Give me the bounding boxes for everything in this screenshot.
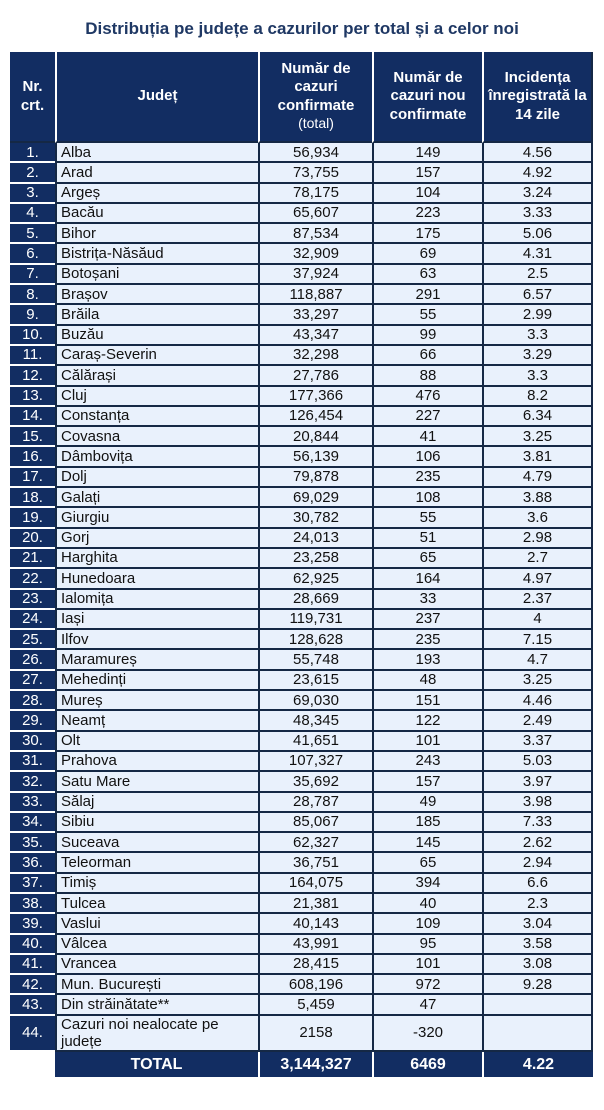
county-name-cell: Covasna: [55, 427, 258, 447]
new-cases-cell: 33: [372, 590, 482, 610]
row-number-cell: 2.: [10, 163, 55, 183]
col-header-confirmed-sub: (total): [298, 114, 334, 131]
col-header-confirmed-main: Număr de cazuri confirmate: [277, 59, 355, 114]
confirmed-total-cell: 28,415: [258, 955, 372, 975]
table-row: [10, 163, 593, 183]
incidence-cell: 4: [482, 610, 593, 630]
row-number-cell: 26.: [10, 650, 55, 670]
row-number-cell: 41.: [10, 955, 55, 975]
county-name-cell: Caraș-Severin: [55, 346, 258, 366]
row-number-cell: 14.: [10, 407, 55, 427]
row-number-cell: 34.: [10, 813, 55, 833]
county-name-cell: Constanța: [55, 407, 258, 427]
new-cases-cell: 109: [372, 914, 482, 934]
table-row: [10, 955, 593, 975]
new-cases-cell: 48: [372, 671, 482, 691]
new-cases-cell: 394: [372, 874, 482, 894]
table-row: [10, 569, 593, 589]
new-cases-cell: 95: [372, 935, 482, 955]
total-confirmed-value: 3,144,327: [258, 1052, 372, 1077]
county-name-cell: Vâlcea: [55, 935, 258, 955]
county-name-cell: Buzău: [55, 326, 258, 346]
table-row: [10, 590, 593, 610]
row-number-cell: 5.: [10, 224, 55, 244]
incidence-cell: 2.7: [482, 549, 593, 569]
confirmed-total-cell: 87,534: [258, 224, 372, 244]
incidence-cell: 3.88: [482, 488, 593, 508]
confirmed-total-cell: 69,029: [258, 488, 372, 508]
table-row: [10, 305, 593, 325]
table-row: [10, 711, 593, 731]
row-number-cell: 33.: [10, 793, 55, 813]
cases-table: [10, 52, 593, 1077]
row-number-cell: 17.: [10, 468, 55, 488]
new-cases-cell: 237: [372, 610, 482, 630]
new-cases-cell: 291: [372, 285, 482, 305]
table-row: [10, 508, 593, 528]
incidence-cell: 3.24: [482, 184, 593, 204]
table-row: [10, 975, 593, 995]
confirmed-total-cell: 56,139: [258, 447, 372, 467]
row-number-cell: 40.: [10, 935, 55, 955]
confirmed-total-cell: 73,755: [258, 163, 372, 183]
row-number-cell: 4.: [10, 204, 55, 224]
confirmed-total-cell: 28,787: [258, 793, 372, 813]
confirmed-total-cell: 128,628: [258, 630, 372, 650]
incidence-cell: 3.6: [482, 508, 593, 528]
new-cases-cell: 65: [372, 549, 482, 569]
incidence-cell: 9.28: [482, 975, 593, 995]
total-label: TOTAL: [55, 1052, 258, 1077]
row-number-cell: 21.: [10, 549, 55, 569]
incidence-cell: 3.3: [482, 326, 593, 346]
incidence-cell: 3.08: [482, 955, 593, 975]
table-row: [10, 874, 593, 894]
total-row-empty-cell: [10, 1052, 55, 1077]
table-row: [10, 204, 593, 224]
new-cases-cell: 108: [372, 488, 482, 508]
incidence-cell: 4.92: [482, 163, 593, 183]
new-cases-cell: 223: [372, 204, 482, 224]
table-row: [10, 143, 593, 163]
new-cases-cell: 164: [372, 569, 482, 589]
county-name-cell: Mureș: [55, 691, 258, 711]
incidence-cell: 2.98: [482, 529, 593, 549]
confirmed-total-cell: 36,751: [258, 853, 372, 873]
county-name-cell: Suceava: [55, 833, 258, 853]
confirmed-total-cell: 35,692: [258, 772, 372, 792]
row-number-cell: 39.: [10, 914, 55, 934]
county-name-cell: Bacău: [55, 204, 258, 224]
row-number-cell: 28.: [10, 691, 55, 711]
incidence-cell: 6.34: [482, 407, 593, 427]
incidence-cell: 3.25: [482, 671, 593, 691]
county-name-cell: Mehedinți: [55, 671, 258, 691]
confirmed-total-cell: 608,196: [258, 975, 372, 995]
table-body: [10, 143, 593, 1052]
row-number-cell: 32.: [10, 772, 55, 792]
new-cases-cell: 88: [372, 366, 482, 386]
header-row: [10, 52, 593, 143]
row-number-cell: 10.: [10, 326, 55, 346]
table-row: [10, 1016, 593, 1053]
incidence-cell: 5.03: [482, 752, 593, 772]
row-number-cell: 36.: [10, 853, 55, 873]
confirmed-total-cell: 119,731: [258, 610, 372, 630]
new-cases-cell: 101: [372, 732, 482, 752]
county-name-cell: Hunedoara: [55, 569, 258, 589]
confirmed-total-cell: 41,651: [258, 732, 372, 752]
county-name-cell: Mun. București: [55, 975, 258, 995]
table-row: [10, 549, 593, 569]
table-row: [10, 671, 593, 691]
confirmed-total-cell: 30,782: [258, 508, 372, 528]
confirmed-total-cell: 33,297: [258, 305, 372, 325]
incidence-cell: 3.3: [482, 366, 593, 386]
row-number-cell: 6.: [10, 244, 55, 264]
new-cases-cell: 157: [372, 163, 482, 183]
table-row: [10, 935, 593, 955]
row-number-cell: 1.: [10, 143, 55, 163]
new-cases-cell: 49: [372, 793, 482, 813]
confirmed-total-cell: 43,991: [258, 935, 372, 955]
county-name-cell: Sibiu: [55, 813, 258, 833]
incidence-cell: 3.29: [482, 346, 593, 366]
row-number-cell: 22.: [10, 569, 55, 589]
confirmed-total-cell: 27,786: [258, 366, 372, 386]
new-cases-cell: 235: [372, 468, 482, 488]
table-row: [10, 184, 593, 204]
incidence-cell: 4.31: [482, 244, 593, 264]
table-row: [10, 894, 593, 914]
total-new-cases-value: 6469: [372, 1052, 482, 1077]
incidence-cell: 4.46: [482, 691, 593, 711]
incidence-cell: 2.5: [482, 265, 593, 285]
row-number-cell: 18.: [10, 488, 55, 508]
new-cases-cell: 149: [372, 143, 482, 163]
row-number-cell: 19.: [10, 508, 55, 528]
row-number-cell: 27.: [10, 671, 55, 691]
confirmed-total-cell: 2158: [258, 1016, 372, 1053]
table-row: [10, 488, 593, 508]
table-row: [10, 265, 593, 285]
row-number-cell: 3.: [10, 184, 55, 204]
county-name-cell: Dâmbovița: [55, 447, 258, 467]
new-cases-cell: 101: [372, 955, 482, 975]
incidence-cell: 3.33: [482, 204, 593, 224]
table-row: [10, 326, 593, 346]
row-number-cell: 13.: [10, 387, 55, 407]
incidence-cell: 7.15: [482, 630, 593, 650]
incidence-cell: 4.97: [482, 569, 593, 589]
county-name-cell: Brăila: [55, 305, 258, 325]
county-name-cell: Argeș: [55, 184, 258, 204]
incidence-cell: 2.3: [482, 894, 593, 914]
incidence-cell: 3.37: [482, 732, 593, 752]
confirmed-total-cell: 43,347: [258, 326, 372, 346]
col-header-nr-crt: Nr. crt.: [10, 52, 55, 143]
confirmed-total-cell: 118,887: [258, 285, 372, 305]
table-row: [10, 529, 593, 549]
new-cases-cell: 41: [372, 427, 482, 447]
table-row: [10, 387, 593, 407]
confirmed-total-cell: 69,030: [258, 691, 372, 711]
col-header-incidence: Incidența înregistrată la 14 zile: [482, 52, 593, 143]
row-number-cell: 9.: [10, 305, 55, 325]
new-cases-cell: 51: [372, 529, 482, 549]
confirmed-total-cell: 32,909: [258, 244, 372, 264]
row-number-cell: 38.: [10, 894, 55, 914]
new-cases-cell: 193: [372, 650, 482, 670]
new-cases-cell: 47: [372, 995, 482, 1015]
confirmed-total-cell: 78,175: [258, 184, 372, 204]
confirmed-total-cell: 24,013: [258, 529, 372, 549]
table-row: [10, 650, 593, 670]
new-cases-cell: 65: [372, 853, 482, 873]
incidence-cell: 2.94: [482, 853, 593, 873]
confirmed-total-cell: 79,878: [258, 468, 372, 488]
confirmed-total-cell: 65,607: [258, 204, 372, 224]
row-number-cell: 11.: [10, 346, 55, 366]
table-row: [10, 610, 593, 630]
county-name-cell: Iași: [55, 610, 258, 630]
incidence-cell: 6.57: [482, 285, 593, 305]
row-number-cell: 42.: [10, 975, 55, 995]
incidence-cell: 3.04: [482, 914, 593, 934]
county-name-cell: Dolj: [55, 468, 258, 488]
row-number-cell: 23.: [10, 590, 55, 610]
table-row: [10, 346, 593, 366]
confirmed-total-cell: 85,067: [258, 813, 372, 833]
new-cases-cell: 55: [372, 305, 482, 325]
confirmed-total-cell: 107,327: [258, 752, 372, 772]
page-title: Distribuția pe județe a cazurilor per total și a celor noi: [85, 19, 519, 38]
new-cases-cell: 69: [372, 244, 482, 264]
row-number-cell: 7.: [10, 265, 55, 285]
table-row: [10, 224, 593, 244]
incidence-cell: 4.56: [482, 143, 593, 163]
county-name-cell: Tulcea: [55, 894, 258, 914]
county-name-cell: Galați: [55, 488, 258, 508]
table-row: [10, 447, 593, 467]
county-name-cell: Călărași: [55, 366, 258, 386]
incidence-cell: 2.99: [482, 305, 593, 325]
county-name-cell: Vrancea: [55, 955, 258, 975]
new-cases-cell: -320: [372, 1016, 482, 1053]
new-cases-cell: 104: [372, 184, 482, 204]
row-number-cell: 8.: [10, 285, 55, 305]
new-cases-cell: 122: [372, 711, 482, 731]
new-cases-cell: 972: [372, 975, 482, 995]
confirmed-total-cell: 40,143: [258, 914, 372, 934]
new-cases-cell: 185: [372, 813, 482, 833]
new-cases-cell: 66: [372, 346, 482, 366]
incidence-cell: 3.97: [482, 772, 593, 792]
table-row: [10, 833, 593, 853]
county-name-cell: Botoșani: [55, 265, 258, 285]
col-header-confirmed-total: [258, 52, 372, 143]
row-number-cell: 25.: [10, 630, 55, 650]
new-cases-cell: 145: [372, 833, 482, 853]
total-incidence-value: 4.22: [482, 1052, 593, 1077]
incidence-cell: 3.98: [482, 793, 593, 813]
row-number-cell: 44.: [10, 1016, 55, 1053]
confirmed-total-cell: 62,327: [258, 833, 372, 853]
row-number-cell: 24.: [10, 610, 55, 630]
new-cases-cell: 235: [372, 630, 482, 650]
confirmed-total-cell: 37,924: [258, 265, 372, 285]
incidence-cell: 7.33: [482, 813, 593, 833]
incidence-cell: [482, 995, 593, 1015]
incidence-cell: 2.49: [482, 711, 593, 731]
new-cases-cell: 99: [372, 326, 482, 346]
row-number-cell: 37.: [10, 874, 55, 894]
new-cases-cell: 63: [372, 265, 482, 285]
row-number-cell: 35.: [10, 833, 55, 853]
county-name-cell: Satu Mare: [55, 772, 258, 792]
confirmed-total-cell: 5,459: [258, 995, 372, 1015]
new-cases-cell: 175: [372, 224, 482, 244]
county-name-cell: Sălaj: [55, 793, 258, 813]
total-row: [10, 1052, 593, 1077]
county-name-cell: Giurgiu: [55, 508, 258, 528]
new-cases-cell: 55: [372, 508, 482, 528]
county-name-cell: Teleorman: [55, 853, 258, 873]
county-name-cell: Timiș: [55, 874, 258, 894]
row-number-cell: 30.: [10, 732, 55, 752]
incidence-cell: 3.58: [482, 935, 593, 955]
confirmed-total-cell: 56,934: [258, 143, 372, 163]
new-cases-cell: 40: [372, 894, 482, 914]
table-row: [10, 752, 593, 772]
table-row: [10, 427, 593, 447]
confirmed-total-cell: 20,844: [258, 427, 372, 447]
county-name-cell: Alba: [55, 143, 258, 163]
county-name-cell: Bihor: [55, 224, 258, 244]
county-name-cell: Neamț: [55, 711, 258, 731]
county-name-cell: Harghita: [55, 549, 258, 569]
table-row: [10, 468, 593, 488]
incidence-cell: 4.79: [482, 468, 593, 488]
incidence-cell: 2.37: [482, 590, 593, 610]
new-cases-cell: 157: [372, 772, 482, 792]
incidence-cell: 2.62: [482, 833, 593, 853]
table-row: [10, 630, 593, 650]
new-cases-cell: 151: [372, 691, 482, 711]
table-row: [10, 691, 593, 711]
table-row: [10, 995, 593, 1015]
table-row: [10, 407, 593, 427]
county-name-cell: Prahova: [55, 752, 258, 772]
table-row: [10, 772, 593, 792]
table-row: [10, 813, 593, 833]
row-number-cell: 31.: [10, 752, 55, 772]
confirmed-total-cell: 23,615: [258, 671, 372, 691]
confirmed-total-cell: 55,748: [258, 650, 372, 670]
county-name-cell: Vaslui: [55, 914, 258, 934]
county-name-cell: Arad: [55, 163, 258, 183]
incidence-cell: 8.2: [482, 387, 593, 407]
confirmed-total-cell: 177,366: [258, 387, 372, 407]
incidence-cell: 5.06: [482, 224, 593, 244]
county-name-cell: Gorj: [55, 529, 258, 549]
col-header-new-cases: Număr de cazuri nou confirmate: [372, 52, 482, 143]
county-name-cell: Bistrița-Năsăud: [55, 244, 258, 264]
confirmed-total-cell: 23,258: [258, 549, 372, 569]
new-cases-cell: 243: [372, 752, 482, 772]
county-name-cell: Ialomița: [55, 590, 258, 610]
county-name-cell: Din străinătate**: [55, 995, 258, 1015]
county-name-cell: Olt: [55, 732, 258, 752]
confirmed-total-cell: 21,381: [258, 894, 372, 914]
confirmed-total-cell: 126,454: [258, 407, 372, 427]
row-number-cell: 29.: [10, 711, 55, 731]
county-name-cell: Brașov: [55, 285, 258, 305]
confirmed-total-cell: 48,345: [258, 711, 372, 731]
new-cases-cell: 227: [372, 407, 482, 427]
row-number-cell: 12.: [10, 366, 55, 386]
incidence-cell: 3.81: [482, 447, 593, 467]
county-name-cell: Maramureș: [55, 650, 258, 670]
county-name-cell: Ilfov: [55, 630, 258, 650]
table-row: [10, 244, 593, 264]
confirmed-total-cell: 62,925: [258, 569, 372, 589]
table-row: [10, 732, 593, 752]
table-row: [10, 853, 593, 873]
county-name-cell: Cluj: [55, 387, 258, 407]
confirmed-total-cell: 164,075: [258, 874, 372, 894]
row-number-cell: 20.: [10, 529, 55, 549]
incidence-cell: [482, 1016, 593, 1053]
confirmed-total-cell: 28,669: [258, 590, 372, 610]
row-number-cell: 16.: [10, 447, 55, 467]
incidence-cell: 4.7: [482, 650, 593, 670]
incidence-cell: 6.6: [482, 874, 593, 894]
row-number-cell: 15.: [10, 427, 55, 447]
county-name-cell: Cazuri noi nealocate pe județe: [55, 1016, 258, 1053]
confirmed-total-cell: 32,298: [258, 346, 372, 366]
new-cases-cell: 106: [372, 447, 482, 467]
table-row: [10, 366, 593, 386]
table-row: [10, 285, 593, 305]
table-row: [10, 914, 593, 934]
col-header-judet: Județ: [55, 52, 258, 143]
table-row: [10, 793, 593, 813]
row-number-cell: 43.: [10, 995, 55, 1015]
incidence-cell: 3.25: [482, 427, 593, 447]
new-cases-cell: 476: [372, 387, 482, 407]
